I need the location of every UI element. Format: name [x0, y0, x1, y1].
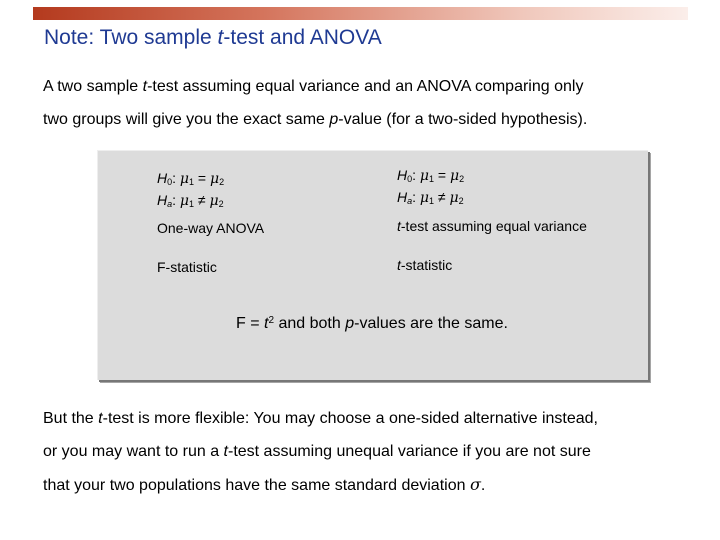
- null-hypothesis: $H_0$: $\mu_1 = \mu_2$: [157, 170, 225, 187]
- outro-paragraph: [43, 402, 598, 502]
- intro-line-2: two groups will give you the exact same p-value (for a two-sided hypothesis).: [43, 111, 588, 128]
- hypotheses-right: [397, 166, 464, 210]
- conclusion-text: $F = t^2$ and both p-values are the same.: [236, 315, 508, 332]
- f-statistic-label: F-statistic: [157, 259, 217, 275]
- null-hypothesis: $H_0$: $\mu_1 = \mu_2$: [397, 167, 465, 184]
- alternative-hypothesis: $H_a$: $\mu_1 \ne \mu_2$: [397, 189, 464, 206]
- anova-method-label: One-way ANOVA: [157, 220, 265, 236]
- intro-line-1: A two sample t-test assuming equal variance and an ANOVA comparing only: [43, 78, 584, 95]
- hypotheses-left: [157, 169, 224, 213]
- outro-line-3: that your two populations have the same standard deviation σ.: [43, 475, 486, 494]
- header-accent-bar: [33, 7, 688, 20]
- ttest-method-label: t-test assuming equal variance: [397, 218, 587, 234]
- intro-paragraph: [43, 70, 587, 136]
- t-statistic-label: t-statistic: [397, 257, 453, 273]
- comparison-box: [97, 150, 648, 380]
- outro-line-2: or you may want to run a t-test assuming unequal variance if you are not sure: [43, 443, 591, 460]
- outro-line-1: But the t-test is more flexible: You may choose a one-sided alternative instead,: [43, 410, 598, 427]
- slide-title: Note: Two sample t-test and ANOVA: [44, 26, 382, 49]
- alternative-hypothesis: $H_a$: $\mu_1 \ne \mu_2$: [157, 192, 224, 209]
